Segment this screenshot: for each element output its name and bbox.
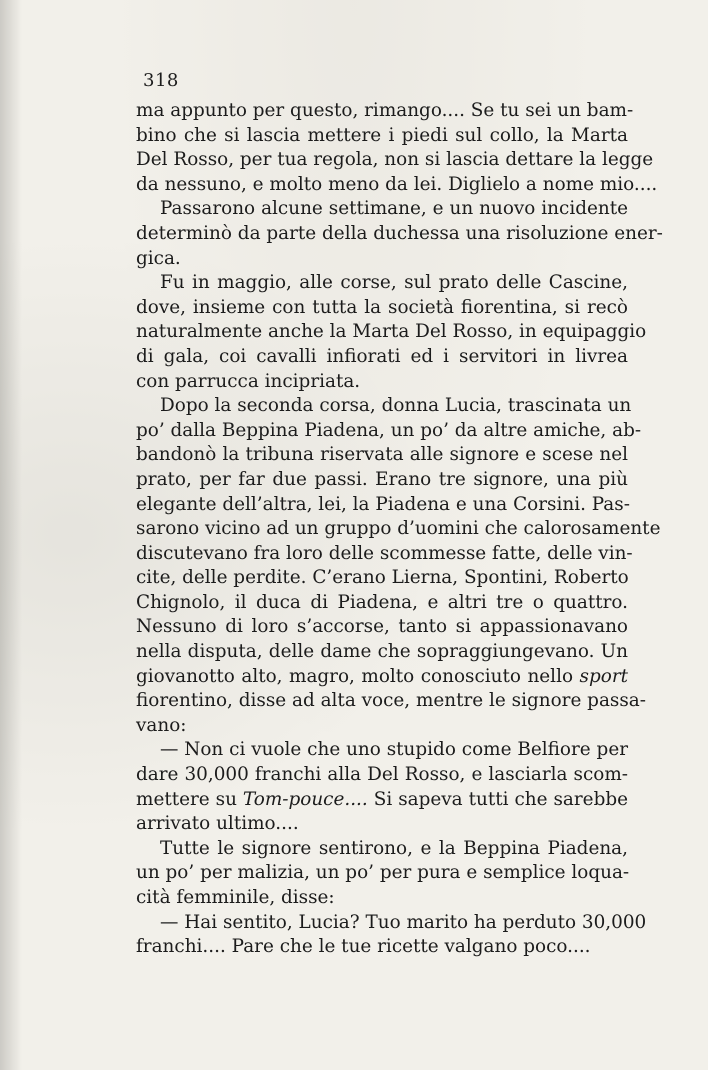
paragraph [136, 271, 647, 394]
italic-word: sport [579, 665, 628, 687]
text-line: Passarono alcune settimane, e un nuovo incidente [160, 198, 628, 220]
page-number: 318 [143, 70, 179, 91]
text-line: Fu in maggio, alle corse, sul prato delle Cascine, [160, 272, 628, 294]
text-line: bino che si lascia mettere i piedi sul collo, la Marta [136, 124, 628, 146]
text-line: Chignolo, il duca di Piadena, e altri tre o quattro. [136, 591, 628, 613]
paragraph [136, 911, 647, 960]
text-line: vano: [136, 714, 187, 736]
text-line: Del Rosso, per tua regola, non si lascia dettare la legge [136, 149, 654, 171]
text-line: naturalmente anche la Marta Del Rosso, in equipaggio [136, 321, 647, 343]
paragraph [136, 394, 661, 738]
paragraph [136, 99, 658, 197]
text-line: ma appunto per questo, rimango.... Se tu sei un bam- [136, 100, 634, 121]
text-line-with-italic: giovanotto alto, magro, molto conosciuto nello sport [136, 665, 628, 687]
paragraph [136, 197, 663, 271]
text-line: arrivato ultimo.... [136, 813, 299, 835]
text-line: Tutte le signore sentirono, e la Beppina Piadena, [160, 837, 628, 859]
text-line: nella disputa, delle dame che sopraggiungevano. Un [136, 641, 628, 663]
text-line: da nessuno, e molto meno da lei. Diglielo a nome mio.... [136, 173, 658, 195]
text-line: fiorentino, disse ad alta voce, mentre le signore passa- [136, 690, 646, 712]
text-line: cità femminile, disse: [136, 887, 335, 908]
text-line: determinò da parte della duchessa una risoluzione ener- [136, 222, 663, 244]
text-line: Nessuno di loro s’accorse, tanto si appassionavano [136, 616, 628, 638]
text-line-with-italic: mettere su Tom-pouce.... Si sapeva tutti che sarebbe [136, 788, 628, 810]
text-line: discutevano fra loro delle scommesse fatte, delle vin- [136, 542, 633, 564]
paragraph [136, 837, 628, 911]
text-line: un po’ per malizia, un po’ per pura e semplice loqua- [136, 862, 630, 884]
text-line: dare 30,000 franchi alla Del Rosso, e lasciarla scom- [136, 764, 628, 786]
text-line: con parrucca incipriata. [136, 370, 361, 392]
spine-shadow [0, 0, 22, 1070]
text-line: Dopo la seconda corsa, donna Lucia, trascinata un [160, 395, 632, 417]
text-line: di gala, coi cavalli infiorati ed i servitori in livrea [136, 345, 628, 367]
text-line: — Hai sentito, Lucia? Tuo marito ha perduto 30,000 [160, 911, 647, 933]
text-line: gica. [136, 247, 181, 269]
text-line: po’ dalla Beppina Piadena, un po’ da altre amiche, ab- [136, 419, 642, 441]
text-line: franchi.... Pare che le tue ricette valgano poco.... [136, 936, 591, 958]
text-line: cite, delle perdite. C’erano Lierna, Spontini, Roberto [136, 567, 629, 589]
text-line: bandonò la tribuna riservata alle signore e scese nel [136, 444, 628, 466]
body-text [136, 99, 663, 960]
text-line: sarono vicino ad un gruppo d’uomini che calorosamente [136, 518, 661, 540]
italic-word: Tom-pouce.... [242, 788, 368, 810]
text-line: elegante dell’altra, lei, la Piadena e una Corsini. Pas- [136, 493, 630, 515]
text-line: dove, insieme con tutta la società fiorentina, si recò [136, 296, 628, 318]
paragraph [136, 738, 628, 836]
text-line: prato, per far due passi. Erano tre signore, una più [136, 468, 628, 490]
text-line: — Non ci vuole che uno stupido come Belfiore per [160, 739, 628, 761]
